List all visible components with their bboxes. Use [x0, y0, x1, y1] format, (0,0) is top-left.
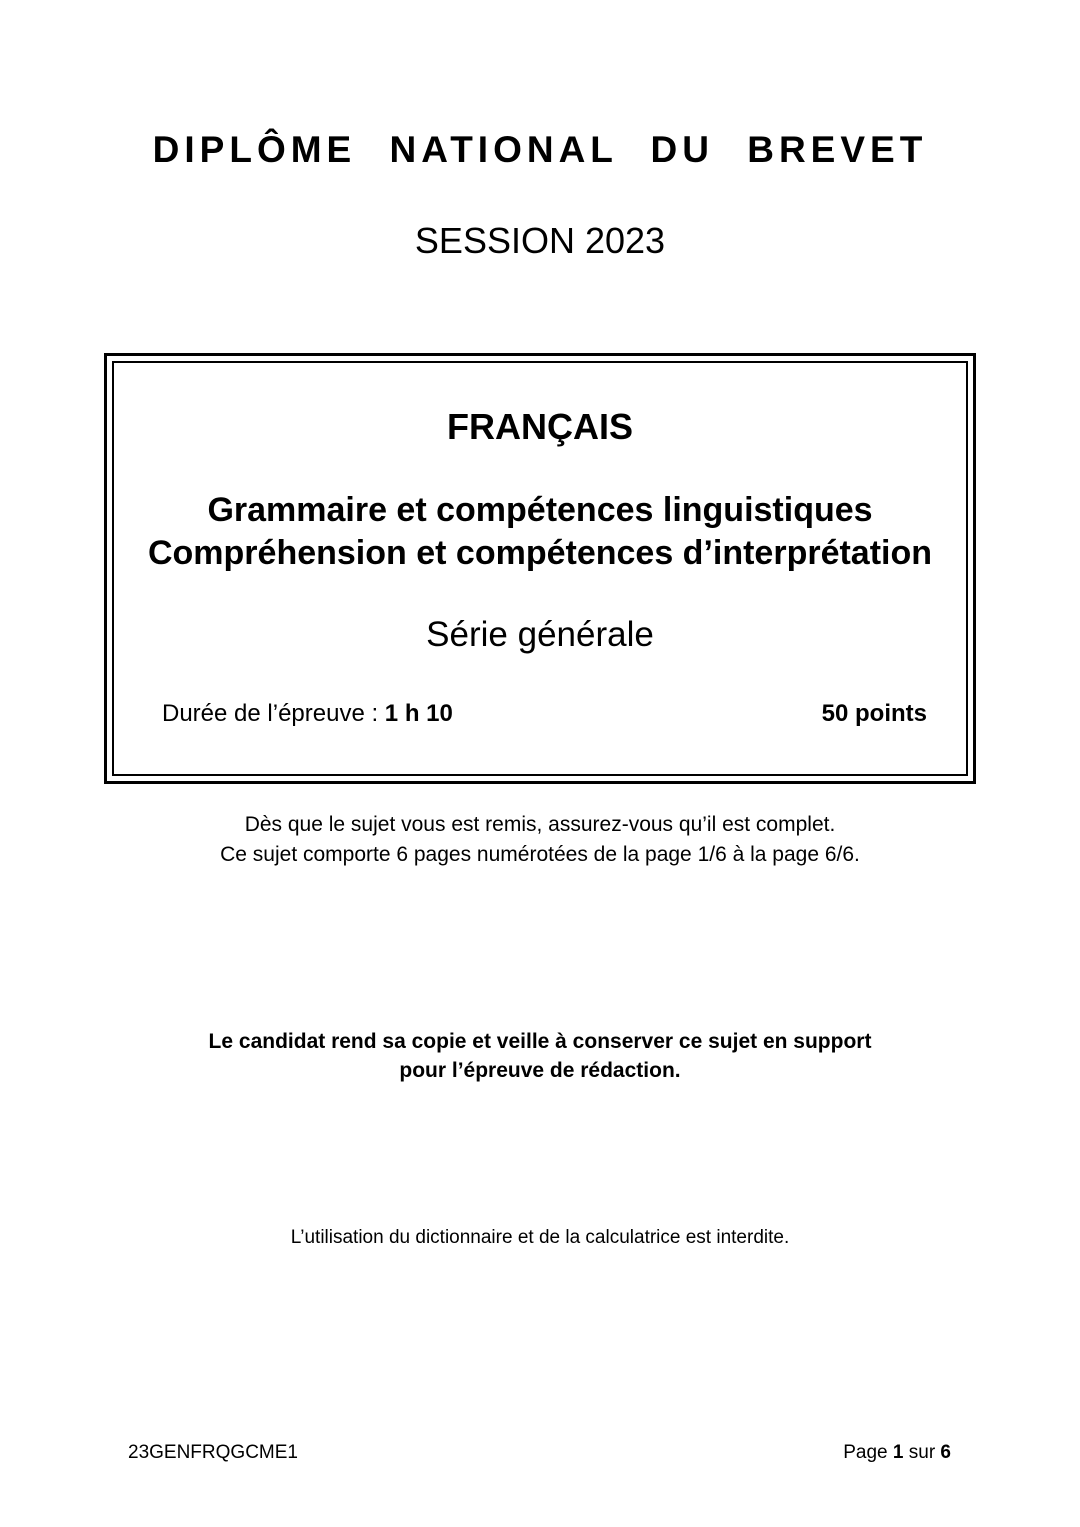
- session-label: SESSION 2023: [414, 220, 666, 261]
- subject-title: FRANÇAIS: [447, 406, 633, 447]
- candidate-instruction-line-2: pour l’épreuve de rédaction.: [399, 1059, 681, 1082]
- page-count-notice: Ce sujet comporte 6 pages numérotées de la page 1/6 à la page 6/6.: [220, 843, 860, 866]
- page-number: [843, 1440, 951, 1466]
- dictionary-calculator-notice: L’utilisation du dictionnaire et de la calculatrice est interdite.: [290, 1227, 790, 1248]
- page-total: 6: [940, 1442, 951, 1463]
- exam-title: DIPLÔME NATIONAL DU BREVET: [152, 129, 928, 170]
- topic-grammar: Grammaire et compétences linguistiques: [207, 491, 873, 529]
- topic-comprehension: Compréhension et compétences d’interprétation: [147, 534, 933, 572]
- series-label: Série générale: [426, 615, 654, 654]
- exam-duration: [162, 699, 453, 729]
- candidate-instruction-line-1: Le candidat rend sa copie et veille à conserver ce sujet en support: [208, 1030, 872, 1053]
- page-of: sur: [903, 1442, 941, 1463]
- exam-points: 50 points: [821, 700, 927, 727]
- completeness-notice: Dès que le sujet vous est remis, assurez-vous qu’il est complet.: [244, 813, 836, 836]
- duration-label: Durée de l’épreuve :: [162, 700, 385, 727]
- page-word: Page: [843, 1442, 893, 1463]
- duration-value: 1 h 10: [384, 700, 453, 727]
- document-code: 23GENFRQGCME1: [128, 1442, 298, 1463]
- page-current: 1: [892, 1442, 904, 1463]
